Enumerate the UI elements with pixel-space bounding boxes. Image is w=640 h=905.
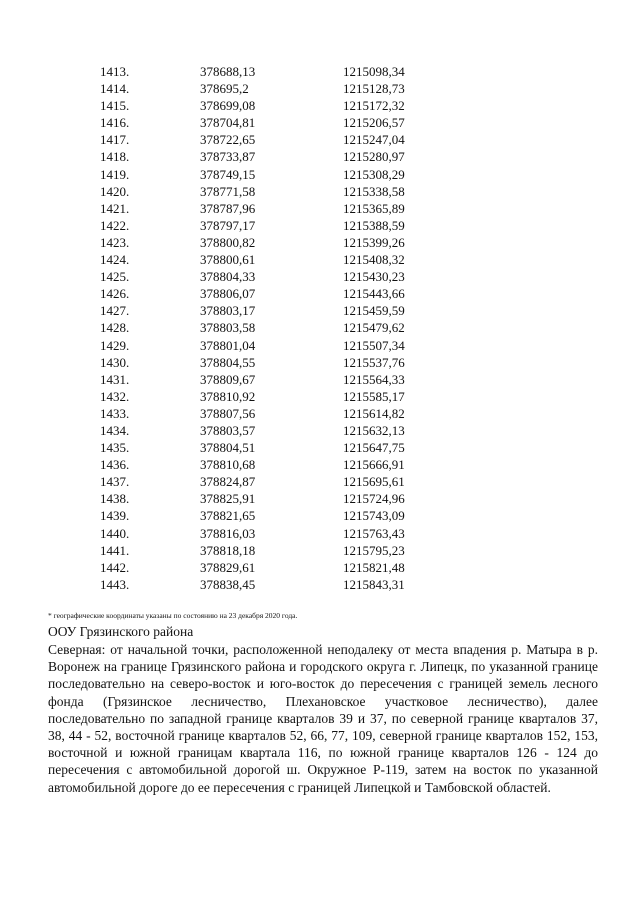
coordinate-x: 378800,61 <box>200 252 256 268</box>
coordinate-y: 1215399,26 <box>343 234 405 250</box>
coordinate-row <box>100 302 460 319</box>
coordinate-row <box>100 131 460 148</box>
coordinate-y: 1215479,62 <box>343 320 405 336</box>
point-number: 1414. <box>100 81 130 97</box>
coordinate-x: 378695,2 <box>200 81 249 97</box>
coordinate-row <box>100 337 460 354</box>
coordinate-x: 378801,04 <box>200 337 256 353</box>
point-number: 1415. <box>100 98 130 114</box>
point-number: 1428. <box>100 320 130 336</box>
point-number: 1434. <box>100 422 130 438</box>
coordinate-y: 1215763,43 <box>343 525 405 541</box>
point-number: 1443. <box>100 576 130 592</box>
coordinate-row <box>100 388 460 405</box>
coordinate-x: 378821,65 <box>200 508 256 524</box>
coordinate-row <box>100 285 460 302</box>
point-number: 1417. <box>100 132 130 148</box>
coordinate-x: 378806,07 <box>200 286 256 302</box>
coordinate-row <box>100 456 460 473</box>
point-number: 1425. <box>100 269 130 285</box>
coordinate-row <box>100 490 460 507</box>
coordinate-x: 378818,18 <box>200 542 256 558</box>
point-number: 1433. <box>100 405 130 421</box>
coordinate-y: 1215172,32 <box>343 98 405 114</box>
point-number: 1432. <box>100 388 130 404</box>
coordinate-row <box>100 507 460 524</box>
coordinate-y: 1215206,57 <box>343 115 405 131</box>
coordinate-row <box>100 183 460 200</box>
footnote: * географические координаты указаны по состоянию на 23 декабря 2020 года. <box>48 611 298 620</box>
coordinate-x: 378800,82 <box>200 234 256 250</box>
coordinate-x: 378804,33 <box>200 269 256 285</box>
boundary-description: Северная: от начальной точки, расположенной неподалеку от места впадения р. Матыра в р. Воронеж на границе Грязинского района и городского округа г. Липецк, по указанной границе последовательно на северо-восток и юго-восток до пересечения с границей земель лесного фонда (Грязинское лесничество, Плехановское участковое лесничество), далее последовательно по западной границе кварталов 39 и 37, по северной границе кварталов 37, 38, 44 - 52, восточной границе кварталов 52, 66, 77, 109, северной границе кварталов 152, 153, восточной и южной границам квартала 116, по южной границе кварталов 126 - 124 до пересечения с автомобильной дорогой ш. Окружное Р-119, затем на восток по указанной автомобильной дороге до ее пересечения с границей Липецкой и Тамбовской областей. <box>48 642 598 795</box>
coordinate-y: 1215308,29 <box>343 166 405 182</box>
point-number: 1441. <box>100 542 130 558</box>
coordinate-y: 1215247,04 <box>343 132 405 148</box>
point-number: 1431. <box>100 371 130 387</box>
coordinate-x: 378704,81 <box>200 115 256 131</box>
coordinate-x: 378807,56 <box>200 405 256 421</box>
point-number: 1422. <box>100 217 130 233</box>
point-number: 1419. <box>100 166 130 182</box>
coordinate-y: 1215585,17 <box>343 388 405 404</box>
point-number: 1429. <box>100 337 130 353</box>
coordinate-row <box>100 354 460 371</box>
coordinate-y: 1215821,48 <box>343 559 405 575</box>
coordinate-y: 1215647,75 <box>343 440 405 456</box>
coordinate-y: 1215098,34 <box>343 64 405 79</box>
coordinate-y: 1215388,59 <box>343 217 405 233</box>
coordinate-y: 1215666,91 <box>343 457 405 473</box>
coordinate-row <box>100 97 460 114</box>
coordinate-row <box>100 525 460 542</box>
coordinate-y: 1215724,96 <box>343 491 405 507</box>
coordinate-x: 378803,58 <box>200 320 256 336</box>
coordinate-x: 378804,55 <box>200 354 256 370</box>
coordinate-x: 378733,87 <box>200 149 256 165</box>
coordinate-row <box>100 319 460 336</box>
coordinate-row <box>100 371 460 388</box>
coordinate-x: 378825,91 <box>200 491 256 507</box>
coordinate-x: 378804,51 <box>200 440 256 456</box>
point-number: 1423. <box>100 234 130 250</box>
coordinate-row <box>100 234 460 251</box>
coordinate-x: 378749,15 <box>200 166 256 182</box>
section-title: ООУ Грязинского района <box>48 624 194 639</box>
coordinates-table <box>100 63 460 593</box>
coordinate-y: 1215338,58 <box>343 183 405 199</box>
coordinate-y: 1215443,66 <box>343 286 405 302</box>
coordinate-row <box>100 422 460 439</box>
point-number: 1437. <box>100 474 130 490</box>
coordinate-row <box>100 473 460 490</box>
point-number: 1440. <box>100 525 130 541</box>
point-number: 1427. <box>100 303 130 319</box>
coordinate-x: 378824,87 <box>200 474 256 490</box>
coordinate-row <box>100 405 460 422</box>
coordinate-row <box>100 63 460 80</box>
coordinate-y: 1215632,13 <box>343 422 405 438</box>
point-number: 1420. <box>100 183 130 199</box>
coordinate-row <box>100 439 460 456</box>
coordinate-row <box>100 542 460 559</box>
point-number: 1442. <box>100 559 130 575</box>
coordinate-y: 1215795,23 <box>343 542 405 558</box>
point-number: 1413. <box>100 64 130 79</box>
point-number: 1430. <box>100 354 130 370</box>
coordinate-x: 378699,08 <box>200 98 256 114</box>
coordinate-row <box>100 251 460 268</box>
coordinate-y: 1215459,59 <box>343 303 405 319</box>
coordinate-y: 1215280,97 <box>343 149 405 165</box>
coordinate-y: 1215843,31 <box>343 576 405 592</box>
point-number: 1435. <box>100 440 130 456</box>
coordinate-x: 378722,65 <box>200 132 256 148</box>
coordinate-row <box>100 166 460 183</box>
coordinate-row <box>100 114 460 131</box>
coordinate-x: 378787,96 <box>200 200 256 216</box>
coordinate-y: 1215564,33 <box>343 371 405 387</box>
coordinate-row <box>100 80 460 97</box>
coordinate-x: 378810,92 <box>200 388 256 404</box>
point-number: 1438. <box>100 491 130 507</box>
coordinate-x: 378803,17 <box>200 303 256 319</box>
coordinate-x: 378771,58 <box>200 183 256 199</box>
coordinate-y: 1215614,82 <box>343 405 405 421</box>
coordinate-y: 1215743,09 <box>343 508 405 524</box>
coordinate-x: 378688,13 <box>200 64 256 79</box>
coordinate-row <box>100 217 460 234</box>
coordinate-y: 1215537,76 <box>343 354 405 370</box>
coordinate-y: 1215430,23 <box>343 269 405 285</box>
coordinate-y: 1215695,61 <box>343 474 405 490</box>
coordinate-x: 378803,57 <box>200 422 256 438</box>
point-number: 1436. <box>100 457 130 473</box>
coordinate-x: 378829,61 <box>200 559 256 575</box>
point-number: 1426. <box>100 286 130 302</box>
coordinate-x: 378809,67 <box>200 371 256 387</box>
coordinate-row <box>100 200 460 217</box>
coordinate-y: 1215128,73 <box>343 81 405 97</box>
coordinate-row <box>100 148 460 165</box>
coordinate-x: 378797,17 <box>200 217 256 233</box>
coordinate-row <box>100 268 460 285</box>
coordinate-row <box>100 576 460 593</box>
point-number: 1416. <box>100 115 130 131</box>
coordinate-row <box>100 559 460 576</box>
coordinate-x: 378810,68 <box>200 457 256 473</box>
coordinate-y: 1215365,89 <box>343 200 405 216</box>
coordinate-y: 1215507,34 <box>343 337 405 353</box>
point-number: 1424. <box>100 252 130 268</box>
point-number: 1439. <box>100 508 130 524</box>
coordinate-x: 378838,45 <box>200 576 256 592</box>
point-number: 1421. <box>100 200 130 216</box>
coordinate-x: 378816,03 <box>200 525 256 541</box>
coordinate-y: 1215408,32 <box>343 252 405 268</box>
point-number: 1418. <box>100 149 130 165</box>
